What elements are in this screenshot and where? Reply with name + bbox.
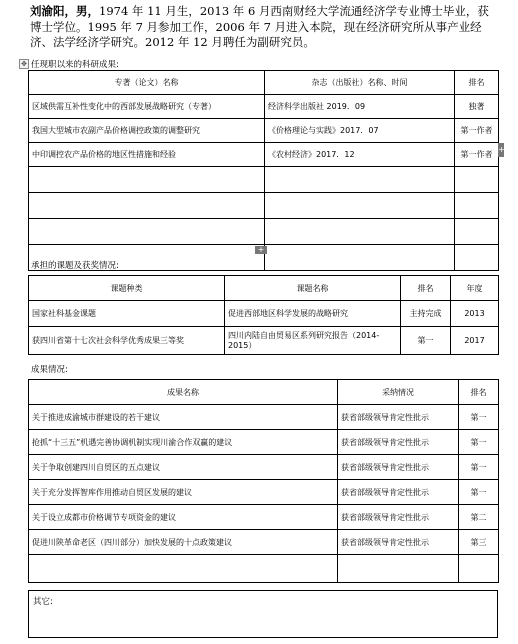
table-row[interactable] (29, 95, 499, 119)
cell-rank (455, 219, 499, 245)
cell-adoption: 获省部级领导肯定性批示 (338, 430, 459, 455)
col-header-rank: 排名 (455, 71, 499, 95)
table-row[interactable] (29, 555, 499, 583)
cell-title: 区域供需互补性变化中的西部发展战略研究（专著） (29, 95, 265, 119)
cell-title: 我国大型城市农副产品价格调控政策的调整研究 (29, 119, 265, 143)
col-header-rank: 排名 (401, 276, 451, 301)
table-row[interactable] (29, 327, 499, 355)
cell-adoption: 获省部级领导肯定性批示 (338, 480, 459, 505)
table-row[interactable] (29, 167, 499, 193)
outcomes-table (28, 379, 499, 583)
col-header-title: 专著（论文）名称 (29, 71, 265, 95)
cell-journal: 经济科学出版社 2019．09 (265, 95, 455, 119)
cell-adoption: 获省部级领导肯定性批示 (338, 505, 459, 530)
cell-type: 获四川省第十七次社会科学优秀成果三等奖 (29, 327, 225, 355)
cell-rank: 第一作者 (455, 143, 499, 167)
table-row[interactable] (29, 505, 499, 530)
cell-rank: 第一 (459, 430, 499, 455)
cell-rank (459, 555, 499, 583)
intro-paragraph (30, 4, 500, 51)
cell-year: 2013 (451, 301, 499, 327)
table-header-row (29, 276, 499, 301)
cell-adoption (338, 555, 459, 583)
cell-outcome: 关于设立成都市价格调节专项资金的建议 (29, 505, 338, 530)
table-row[interactable] (29, 530, 499, 555)
cell-type: 国家社科基金课题 (29, 301, 225, 327)
cell-journal (265, 167, 455, 193)
table-row[interactable] (29, 193, 499, 219)
cell-outcome: 关于推进成渝城市群建设的若干建议 (29, 405, 338, 430)
col-header-rank: 排名 (459, 380, 499, 405)
cell-outcome: 促进川陕革命老区（四川部分）加快发展的十点政策建议 (29, 530, 338, 555)
section-other-label: 其它: (33, 597, 53, 607)
projects-table (28, 275, 499, 355)
research-table (28, 70, 499, 271)
cell-title: 中印调控农产品价格的地区性措施和经验 (29, 143, 265, 167)
move-handle-icon[interactable]: ✥ (19, 59, 29, 69)
intro-text: 1974 年 11 月生，2013 年 6 月西南财经大学流通经济学专业博士毕业，获博士学位。1995 年 7 月参加工作，2006 年 7 月进入本院，现在经济研究所从事产业经济、法学经济学研究。2012 年 12 月聘任为副研究员。 (30, 4, 489, 49)
table-header-row (29, 71, 499, 95)
cell-rank: 第一 (401, 327, 451, 355)
cell-rank: 第一 (459, 405, 499, 430)
other-box[interactable] (28, 590, 498, 638)
cell-journal: 《农村经济》2017．12 (265, 143, 455, 167)
cell-rank (455, 193, 499, 219)
table-row[interactable] (29, 119, 499, 143)
section-outcomes-label: 成果情况: (31, 365, 68, 375)
table-row[interactable] (29, 455, 499, 480)
col-header-adoption: 采纳情况 (338, 380, 459, 405)
table-row[interactable] (29, 301, 499, 327)
cell-adoption: 获省部级领导肯定性批示 (338, 455, 459, 480)
cell-rank: 主持完成 (401, 301, 451, 327)
add-column-icon[interactable]: + (498, 143, 504, 157)
table-row[interactable] (29, 219, 499, 245)
cell-rank: 独著 (455, 95, 499, 119)
cell-outcome (29, 555, 338, 583)
table-row[interactable] (29, 480, 499, 505)
cell-outcome: 关于争取创建四川自贸区的五点建议 (29, 455, 338, 480)
cell-rank: 第三 (459, 530, 499, 555)
cell-rank (455, 245, 499, 271)
cell-journal: 《价格理论与实践》2017．07 (265, 119, 455, 143)
cell-outcome: 抢抓“十三五”机遇完善协调机制实现川渝合作双赢的建议 (29, 430, 338, 455)
cell-title (29, 193, 265, 219)
section-research-label: 任现职以来的科研成果: (31, 60, 119, 70)
col-header-year: 年度 (451, 276, 499, 301)
cell-outcome: 关于充分发挥智库作用推动自贸区发展的建议 (29, 480, 338, 505)
cell-title (29, 167, 265, 193)
add-row-icon[interactable]: + (255, 246, 267, 254)
cell-journal (265, 245, 455, 271)
cell-rank (455, 167, 499, 193)
cell-journal (265, 193, 455, 219)
cell-rank: 第一 (459, 455, 499, 480)
cell-project: 促进西部地区科学发展的战略研究 (225, 301, 401, 327)
cell-adoption: 获省部级领导肯定性批示 (338, 405, 459, 430)
table-row[interactable] (29, 405, 499, 430)
col-header-journal: 杂志（出版社）名称、时间 (265, 71, 455, 95)
col-header-project: 课题名称 (225, 276, 401, 301)
table-row[interactable] (29, 430, 499, 455)
cell-adoption: 获省部级领导肯定性批示 (338, 530, 459, 555)
cell-journal (265, 219, 455, 245)
col-header-outcome: 成果名称 (29, 380, 338, 405)
cell-rank: 第二 (459, 505, 499, 530)
table-row[interactable] (29, 143, 499, 167)
col-header-type: 课题种类 (29, 276, 225, 301)
cell-rank: 第一作者 (455, 119, 499, 143)
person-name: 刘渝阳，男， (30, 4, 99, 18)
table-header-row (29, 380, 499, 405)
section-projects-label: 承担的课题及获奖情况: (31, 261, 119, 271)
cell-year: 2017 (451, 327, 499, 355)
cell-title (29, 219, 265, 245)
cell-project: 四川内陆自由贸易区系列研究报告（2014-2015） (225, 327, 401, 355)
cell-rank: 第一 (459, 480, 499, 505)
